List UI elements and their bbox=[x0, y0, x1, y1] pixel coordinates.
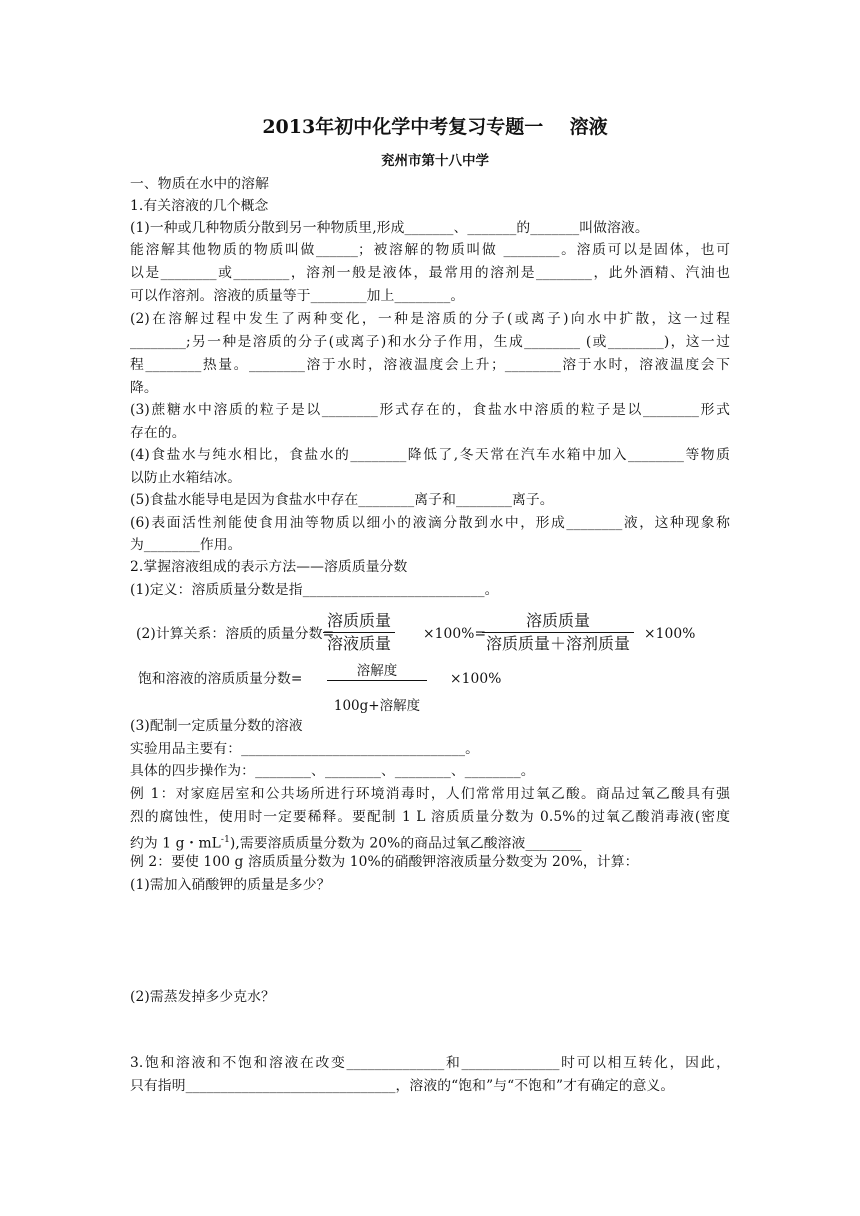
text-line: (5)食盐水能导电是因为食盐水中存在________离子和________离子。 bbox=[130, 492, 554, 508]
formula-operator: ×100%= bbox=[423, 626, 487, 642]
text-line: 能溶解其他物质的物质叫做______；被溶解的物质叫做 ________。溶质可以是固体，也可 bbox=[130, 242, 730, 258]
example-line: 烈的腐蚀性，使用时一定要稀释。要配制 1 L 溶质质量分数为 0.5%的过氧乙酸消毒液(密度 bbox=[130, 809, 730, 825]
text-line: 存在的。 bbox=[130, 425, 186, 441]
question-line: (2)需蒸发掉多少克水？ bbox=[130, 989, 275, 1005]
superscript: -1 bbox=[220, 835, 230, 845]
example-line: 例 1：对家庭居室和公共场所进行环境消毒时，人们常常用过氧乙酸。商品过氧乙酸具有强 bbox=[130, 786, 730, 802]
document-title: 2013年初中化学中考复习专题一 溶液 bbox=[262, 116, 608, 138]
text-line: (2)在溶解过程中发生了两种变化，一种是溶质的分子(或离子)向水中扩散，这一过程 bbox=[130, 311, 730, 327]
text-line: (1)定义：溶质质量分数是指__________________________。 bbox=[130, 582, 499, 598]
formula-label: (2)计算关系：溶质的质量分数= bbox=[136, 626, 335, 642]
question-line: (1)需加入硝酸钾的质量是多少？ bbox=[130, 877, 331, 893]
example-text: ),需要溶质质量分数为 20%的商品过氧乙酸溶液________ bbox=[229, 835, 582, 852]
formula-operator: ×100% bbox=[644, 626, 696, 642]
text-line: 以防止水箱结冰。 bbox=[130, 470, 242, 486]
fraction-expanded bbox=[482, 610, 634, 655]
subsection-heading: 2.掌握溶液组成的表示方法——溶质质量分数 bbox=[130, 559, 408, 575]
subsection-heading: 1.有关溶液的几个概念 bbox=[130, 198, 269, 214]
fraction-denominator: 溶液质量 bbox=[327, 634, 392, 653]
example-line: 例 2：要使 100 g 溶质质量分数为 10%的硝酸钾溶液质量分数变为 20%，计算： bbox=[130, 854, 639, 870]
example-text: 约为 1 g・mL bbox=[130, 835, 221, 852]
fraction-numerator: 溶质质量 bbox=[327, 611, 392, 630]
text-line: 降。 bbox=[130, 380, 158, 396]
text-line: 具体的四步操作为：________、________、________、________。 bbox=[130, 763, 535, 779]
fraction-saturated bbox=[327, 662, 427, 715]
text-line: 程________热量。________溶于水时，溶液温度会上升；________溶于水时，溶液温度会下 bbox=[130, 357, 730, 373]
fraction-denominator: 溶质质量＋溶剂质量 bbox=[486, 634, 631, 653]
text-line: 实验用品主要有：________________________________。 bbox=[130, 741, 480, 757]
text-line: 只有指明______________________________，溶液的“饱和”与“不饱和”才有确定的意义。 bbox=[130, 1078, 675, 1094]
school-name: 兖州市第十八中学 bbox=[381, 153, 489, 169]
text-line: 3.饱和溶液和不饱和溶液在改变______________和______________时可以相互转化，因此， bbox=[130, 1055, 730, 1071]
formula-label: 饱和溶液的溶质质量分数= bbox=[138, 671, 303, 687]
formula-operator: ×100% bbox=[450, 671, 502, 687]
fraction-bar bbox=[327, 680, 427, 681]
fraction-numerator: 溶质质量 bbox=[526, 611, 591, 630]
text-line: (3)蔗糖水中溶质的粒子是以________形式存在的，食盐水中溶质的粒子是以________形式 bbox=[130, 402, 730, 418]
section-heading: 一、物质在水中的溶解 bbox=[130, 176, 269, 192]
text-line: (3)配制一定质量分数的溶液 bbox=[130, 718, 303, 734]
text-line: (1)一种或几种物质分散到另一种物质里,形成_______、_______的_______叫做溶液。 bbox=[130, 220, 649, 236]
text-line: 可以作溶剂。溶液的质量等于________加上________。 bbox=[130, 288, 465, 304]
text-line: 为________作用。 bbox=[130, 537, 242, 553]
fraction-mass-fraction bbox=[323, 610, 395, 655]
text-line: (6)表面活性剂能使食用油等物质以细小的液滴分散到水中，形成________液，这种现象称 bbox=[130, 515, 730, 531]
text-line: 以是________或________，溶剂一般是液体，最常用的溶剂是________，此外酒精、汽油也 bbox=[130, 265, 730, 281]
fraction-denominator: 100g+溶解度 bbox=[333, 698, 421, 714]
text-line: (4)食盐水与纯水相比，食盐水的________降低了,冬天常在汽车水箱中加入________等物质 bbox=[130, 447, 730, 463]
text-line: ________;另一种是溶质的分子(或离子)和水分子作用，生成________ (或________)，这一过 bbox=[130, 334, 730, 350]
fraction-numerator: 溶解度 bbox=[356, 663, 398, 679]
